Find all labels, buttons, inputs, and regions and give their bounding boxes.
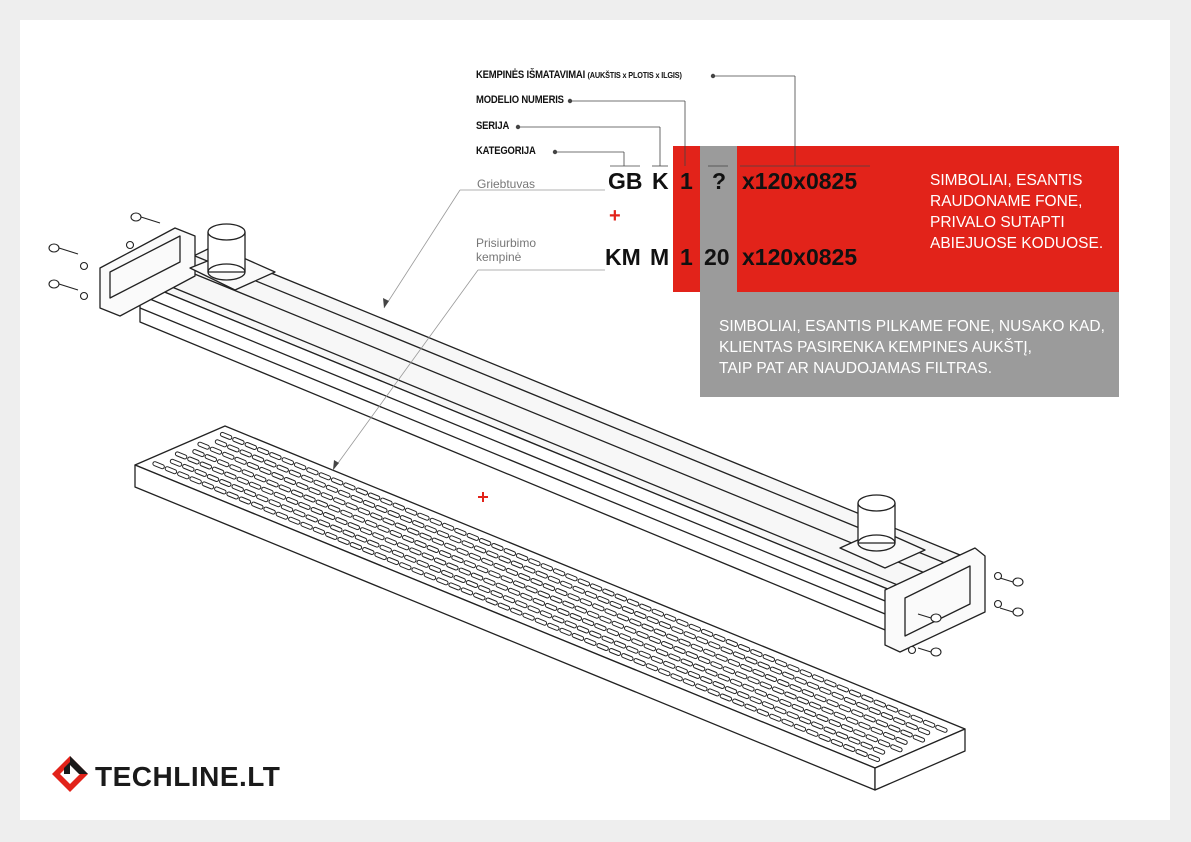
code-gripper-category: GB: [608, 168, 643, 194]
code-gripper-dims: x120x0825: [742, 168, 858, 194]
techline-logo-icon: [52, 756, 88, 792]
note-gray-background: SIMBOLIAI, ESANTIS PILKAME FONE, NUSAKO KAD, KLIENTAS PASIRENKA KEMPINES AUKŠTĮ, TAIP PAT AR NAUDOJAMAS FILTRAS.: [719, 318, 1105, 377]
code-sponge-series: M: [650, 244, 670, 270]
label-category: KATEGORIJA: [476, 145, 536, 157]
brand-name: TECHLINE.LT: [95, 761, 281, 792]
code-sponge-height: 20: [704, 244, 730, 270]
label-dimensions: KEMPINĖS IŠMATAVIMAI (AUKŠTIS x PLOTIS x ILGIS): [476, 69, 682, 81]
code-sponge-category: KM: [605, 244, 641, 270]
label-series: SERIJA: [476, 120, 510, 132]
label-model-number: MODELIO NUMERIS: [476, 94, 564, 106]
plus-sign: +: [609, 205, 621, 227]
code-sponge-dims: x120x0825: [742, 244, 858, 270]
code-gripper-model: 1: [680, 168, 693, 194]
code-gripper-height: ?: [712, 168, 727, 194]
code-gripper-series: K: [652, 168, 669, 194]
code-sponge-model: 1: [680, 244, 693, 270]
label-sponge: Prisiurbimo kempinė: [476, 236, 537, 264]
note-red-background: SIMBOLIAI, ESANTIS RAUDONAME FONE, PRIVALO SUTAPTI ABIEJUOSE KODUOSE.: [930, 172, 1104, 252]
label-gripper: Griebtuvas: [477, 177, 536, 191]
